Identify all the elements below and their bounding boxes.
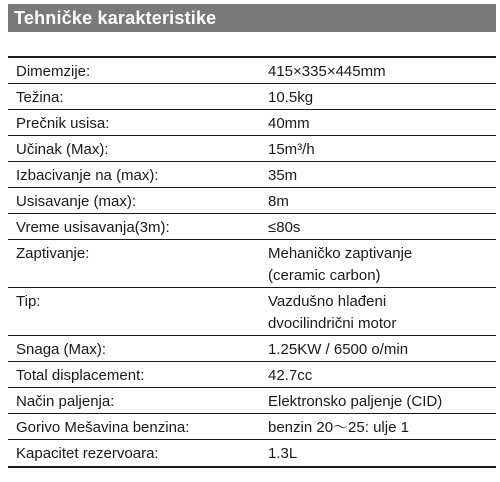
table-row <box>8 336 496 362</box>
spec-value <box>264 110 496 135</box>
spec-value <box>264 440 496 466</box>
spec-label: Način paljenja: <box>16 393 115 410</box>
spec-value-line: (ceramic carbon) <box>268 267 381 284</box>
spec-value-line: Elektronsko paljenje (CID) <box>268 393 443 410</box>
spec-label: Total displacement: <box>16 367 145 384</box>
table-row <box>8 440 496 466</box>
table-row <box>8 240 496 288</box>
spec-label: Gorivo Mešavina benzina: <box>16 419 190 436</box>
spec-value <box>264 414 496 439</box>
spec-label: Težina: <box>16 89 64 106</box>
spec-value-line: 10.5kg <box>268 89 314 106</box>
spec-value <box>264 188 496 213</box>
spec-label: Tip: <box>16 293 41 310</box>
spec-value <box>264 362 496 387</box>
spec-label: Zaptivanje: <box>16 245 90 262</box>
spec-value-line: benzin 20～25: ulje 1 <box>268 419 409 436</box>
table-row <box>8 136 496 162</box>
spec-label: Izbacivanje na (max): <box>16 167 159 184</box>
section-title: Tehničke karakteristike <box>14 8 217 28</box>
table-row <box>8 188 496 214</box>
spec-value-line: Mehaničko zaptivanje <box>268 245 413 262</box>
spec-value <box>264 388 496 413</box>
spec-value <box>264 84 496 109</box>
table-row <box>8 362 496 388</box>
spec-value <box>264 136 496 161</box>
table-row <box>8 84 496 110</box>
spec-label: Vreme usisavanja(3m): <box>16 219 170 236</box>
spec-label: Dimemzije: <box>16 63 91 80</box>
spec-value-line: 415×335×445mm <box>268 63 386 80</box>
section-header <box>8 4 496 32</box>
spec-value-line: 40mm <box>268 115 310 132</box>
spec-value-line: 8m <box>268 193 289 210</box>
spec-value <box>264 336 496 361</box>
spec-label: Učinak (Max): <box>16 141 109 158</box>
spec-value <box>264 214 496 239</box>
spec-value <box>264 58 496 83</box>
spec-value-line: 1.3L <box>268 445 298 462</box>
spec-value-line: 35m <box>268 167 298 184</box>
spec-label: Prečnik usisa: <box>16 115 110 132</box>
table-row <box>8 388 496 414</box>
table-row <box>8 288 496 336</box>
table-row <box>8 110 496 136</box>
spec-label: Usisavanje (max): <box>16 193 137 210</box>
spec-value-line: Vazdušno hlađeni <box>268 293 387 310</box>
table-row <box>8 414 496 440</box>
spec-value <box>264 288 496 335</box>
spec-value-line: 1.25KW / 6500 o/min <box>268 341 409 358</box>
spec-value-line: 15m³/h <box>268 141 315 158</box>
spec-value <box>264 240 496 287</box>
spec-label: Kapacitet rezervoara: <box>16 445 159 462</box>
table-row <box>8 58 496 84</box>
spec-value <box>264 162 496 187</box>
table-row <box>8 162 496 188</box>
spec-value-line: 42.7cc <box>268 367 313 384</box>
spec-value-line: dvocilindrični motor <box>268 315 397 332</box>
spec-label: Snaga (Max): <box>16 341 107 358</box>
table-row <box>8 214 496 240</box>
spec-value-line: ≤80s <box>268 219 301 236</box>
specifications-table <box>8 56 496 468</box>
